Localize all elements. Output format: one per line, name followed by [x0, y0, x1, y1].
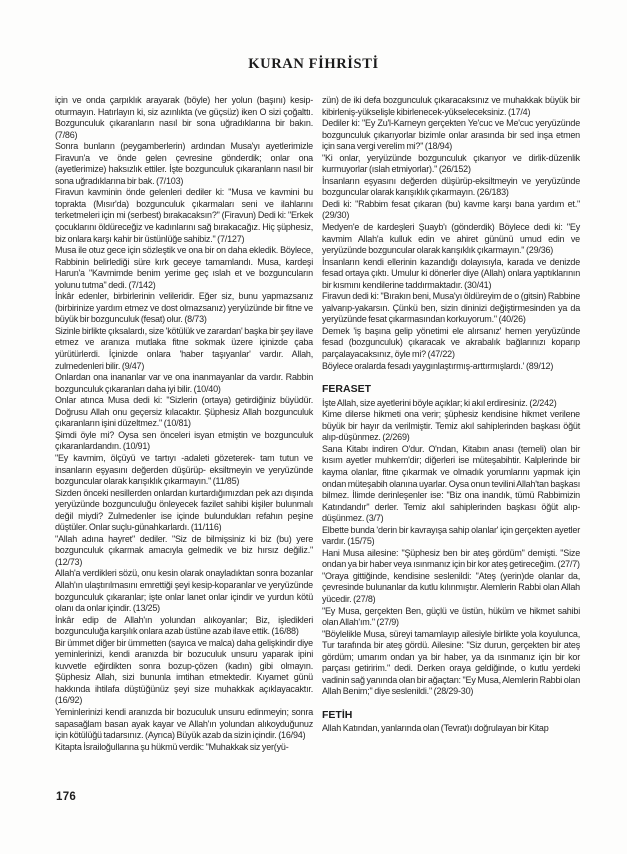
- paragraph: Sonra bunların (peygamberlerin) ardından Musa'yı ayetlerimizle Firavun'a ve önde gelen çevresine gönderdik; onlar ona (ayetlerimize) haksızlık ettiler. İşte bozgunculuk çıkaranların nasıl bir sona uğradıklarına bir bak. (7/103): [55, 141, 313, 186]
- paragraph: İnsanların kendi ellerinin kazandığı dolayısıyla, karada ve denizde fesad ortaya çıktı. Umulur ki dönerler diye (Allah) onlara yaptıklarının bir kısmını kendilerine taddırmaktadır. (30/41): [322, 256, 580, 290]
- paragraph: Allah'a verdikleri sözü, onu kesin olarak onayladıktan sonra bozanlar Allah'ın ulaştırılmasını emrettiği şeyi kesip-koparanlar ve yeryüzünde bozgunculuk çıkaranlar; işte onlar lanet onlar içindir ve yurdun kötü olanı da onlar içindir. (13/25): [55, 568, 313, 614]
- paragraph: Firavun kavminin önde gelenleri dediler ki: "Musa ve kavmini bu toprakta (Mısır'da) bozgunculuk çıkarmaları seni ve ilahlarını terketmeleri için mi (serbest) bırakacaksın?" (Firavun) Dedi ki: "Erkek çocuklarını öldüreceğiz ve kadınlarını sağ bırakacağız. Hiç şüphesiz, biz onlara karşı kahir bir üstünlüğe sahibiz." (7/127): [55, 187, 313, 244]
- paragraph: Demek 'iş başına gelip yönetimi ele alırsanız' hemen yeryüzünde fesad (bozgunculuk) çıkaracak ve akrabalık bağlarınızı koparıp parçalayacaksınız, öyle mi? (47/22): [322, 325, 580, 360]
- page-title: KURAN FİHRİSTİ: [248, 56, 379, 72]
- paragraph: Dedi ki: "Rabbim fesat çıkaran (bu) kavme karşı bana yardım et." (29/30): [322, 198, 580, 221]
- left-column: [55, 95, 313, 753]
- paragraph: Onlar atınca Musa dedi ki: "Sizlerin (ortaya) getirdiğiniz büyüdür. Doğrusu Allah onu geçersiz kılacaktır. Şüphesiz Allah bozgunculuk çıkaranların işini düzeltmez." (10/81): [55, 395, 313, 429]
- paragraph: Firavun dedi ki: "Bırakın beni, Musa'yı öldüreyim de o (gitsin) Rabbine yalvarıp-yakarsın. Çünkü ben, sizin dininizi değiştirmesinden ya da yeryüzünde fesat çıkarmasından korkuyorum." (40/26): [322, 291, 580, 325]
- paragraph: "Allah adına hayret" dediler. "Siz de bilmişsiniz ki biz (bu) yere bozgunculuk çıkarmak amacıyla gelmedik ve biz hırsız değiliz." (12/73): [55, 533, 313, 567]
- paragraph: İnkâr edenler, birbirlerinin velileridir. Eğer siz, bunu yapmazsanız (birbirinize yardım etmez ve dost olmazsanız) yeryüzünde bir fitne ve büyük bir bozgunculuk (fesat) olur. (8/73): [55, 291, 313, 325]
- paragraph: "Oraya gittiğinde, kendisine seslenildi: "Ateş (yerin)de olanlar da, çevresinde bulunanlar da kutlu kılınmıştır. Alemlerin Rabbi olan Allah yücedir. (27/8): [322, 570, 580, 604]
- section-heading: FETİH: [322, 708, 353, 721]
- right-column: [322, 95, 580, 753]
- paragraph: Kime dilerse hikmeti ona verir; şüphesiz kendisine hikmet verilene büyük bir hayır da verilmiştir. Temiz akıl sahiplerinden başkası öğüt alıp-düşünmez. (2/269): [322, 409, 580, 443]
- paragraph: Dediler ki: "Ey Zu'l-Karneyn gerçekten Ye'cuc ve Me'cuc yeryüzünde bozgunculuk çıkarıyorlar bizimle onlar arasında bir sed inşa etmen için sana vergi verelim mi?" (18/94): [322, 118, 580, 152]
- paragraph: Böylece oralarda fesadı yaygınlaştırmış-arttırmışlardı.' (89/12): [322, 360, 554, 371]
- paragraph: "Böylelikle Musa, süreyi tamamlayıp ailesiyle birlikte yola koyulunca, Tur tarafında bir ateş gördü. Ailesine: "Siz durun, gerçekten bir ateş gördüm; umarım ondan ya bir haber, ya da ısınmanız için bir kor parçası getiririm." dedi. Derken oraya geldiğinde, o kutlu yerdeki vadinin sağ yanında olan bir ağaçtan: "Ey Musa, Alemlerin Rabbi olan Allah Benim;" diye seslenildi." (28/29-30): [322, 628, 580, 697]
- paragraph: Onlardan ona inananlar var ve ona inanmayanlar da vardır. Rabbin bozgunculuk çıkaranları daha iyi bilir. (10/40): [55, 372, 313, 394]
- paragraph: Sizinle birlikte çıksalardı, size 'kötülük ve zarardan' başka bir şey ilave etmez ve aranıza mutlaka fitne sokmak üzere içinizde çaba yürütürlerdi. İçinizde onlara 'haber taşıyanlar' vardır. Allah, zulmedenleri bilir. (9/47): [55, 325, 313, 371]
- paragraph: Allah Katından, yanlarında olan (Tevrat)ı doğrulayan bir Kitap: [322, 723, 549, 734]
- paragraph: Musa ile otuz gece için sözleştik ve ona bir on daha ekledik. Böylece, Rabbinin belirlediği süre kırk geceye tamamlandı. Musa, kardeşi Harun'a "Kavmimde benim yerime geç ıslah et ve bozguncuların yolunu tutma" dedi. (7/142): [55, 245, 313, 290]
- paragraph: Sana Kitabı indiren O'dur. O'ndan, Kitabın anası (temeli) olan bir kısım ayetler muhkem'dir; diğerleri ise müteşabihtir. Kalplerinde bir kayma olanlar, fitne çıkarmak ve olmadık yorumlarını yapmak için ondan müteşabih olanına uyarlar. Oysa onun tevilini Allah'tan başkası bilmez. İlimde derinleşenler ise: "Biz ona inandık, tümü Rabbimizin Katındandır" derler. Temiz akıl sahiplerinden başkası öğüt alıp-düşünmez. (3/7): [322, 443, 580, 524]
- paragraph: "Ey Musa, gerçekten Ben, güçlü ve üstün, hüküm ve hikmet sahibi olan Allah'ım." (27/9): [322, 605, 580, 628]
- paragraph: zün) de iki defa bozgunculuk çıkaracaksınız ve muhakkak büyük bir kibirleniş-yükselişle kibirlenecek-yükseleceksiniz. (17/4): [322, 95, 580, 117]
- paragraph: İnkâr edip de Allah'ın yolundan alıkoyanlar; Biz, işledikleri bozgunculuğa karşılık onlara azab üstüne azab ilave ettik. (16/88): [55, 614, 313, 637]
- paragraph: Sizden önceki nesillerden onlardan kurtardığımızdan pek azı dışında yeryüzünde bozgunculuğu önleyecek fazilet sahibi kişiler bulunmalı değil miydi? Zulmedenler ise içinde bulundukları refahın peşine düştüler. Onlar suçlu-günahkarlardı. (11/116): [55, 487, 313, 533]
- paragraph: Bir ümmet diğer bir ümmetten (sayıca ve malca) daha gelişkindir diye yeminlerinizi, kendi aranızda bir bozuculuk unsuru yaparak ipini kuvvetle eğirdikten sonra bozup-çözen (kadın) gibi olmayın. Şüphesiz Allah, sizi bununla imtihan etmektedir. Kıyamet günü hakkında ihtilafa düştüğünüz şeyi size muhakkak açıklayacaktır. (16/92): [55, 637, 313, 706]
- paragraph: Medyen'e de kardeşleri Şuayb'ı (gönderdik) Böylece dedi ki: "Ey kavmim Allah'a kulluk edin ve ahiret gününü umud edin ve yeryüzünde bozguncular olarak karışıklık çıkarmayın." (29/36): [322, 222, 580, 256]
- text-columns: [55, 95, 580, 753]
- paragraph: Elbette bunda 'derin bir kavrayışa sahip olanlar' için gerçekten ayetler vardır. (15/75): [322, 524, 580, 547]
- page-number: 176: [56, 791, 77, 803]
- paragraph: Yeminlerinizi kendi aranızda bir bozuculuk unsuru edinmeyin; sonra sapasağlam basan ayak kayar ve Allah'ın yolundan alıkoyduğunuz için kötülüğü tadarsınız. (Ayrıca) Büyük azab da sizin içindir. (16/94): [55, 706, 313, 741]
- paragraph: Şimdi öyle mi? Oysa sen önceleri isyan etmiştin ve bozgunculuk çıkaranlardandın. (10/91): [55, 429, 313, 452]
- paragraph: "Ey kavmim, ölçüyü ve tartıyı -adaleti gözeterek- tam tutun ve insanların eşyasını değerden düşürüp- eksiltmeyin ve yeryüzünde bozguncular olarak karışıklık çıkarmayın." (11/85): [55, 452, 313, 487]
- paragraph: için ve onda çarpıklık arayarak (böyle) her yolun (başını) kesip-oturmayın. Hatırlayın ki, siz azınlıkta (ve güçsüz) iken O sizi çoğalttı. Bozgunculuk çıkaranların nasıl bir sona uğradıklarına bir bakın. (7/86): [55, 95, 313, 140]
- paragraph: Kitapta İsrailoğullarına şu hükmü verdik: "Muhakkak siz yer(yü-: [55, 741, 289, 752]
- section-heading: FERASET: [322, 383, 372, 396]
- paragraph: Hani Musa ailesine: "Şüphesiz ben bir ateş gördüm" demişti. "Size ondan ya bir haber veya ısınmanız için bir kor ateş getireceğim. (27/7): [322, 547, 580, 570]
- paragraph: "Ki onlar, yeryüzünde bozgunculuk çıkarıyor ve dirlik-düzenlik kurmuyorlar (ıslah etmiyorlar)." (26/152): [322, 152, 580, 175]
- paragraph: İnsanların eşyasını değerden düşürüp-eksiltmeyin ve yeryüzünde bozguncular olarak karışıklık çıkarmayın. (26/183): [322, 175, 580, 198]
- paragraph: İşte Allah, size ayetlerini böyle açıklar; ki akıl erdiresiniz. (2/242): [322, 397, 557, 408]
